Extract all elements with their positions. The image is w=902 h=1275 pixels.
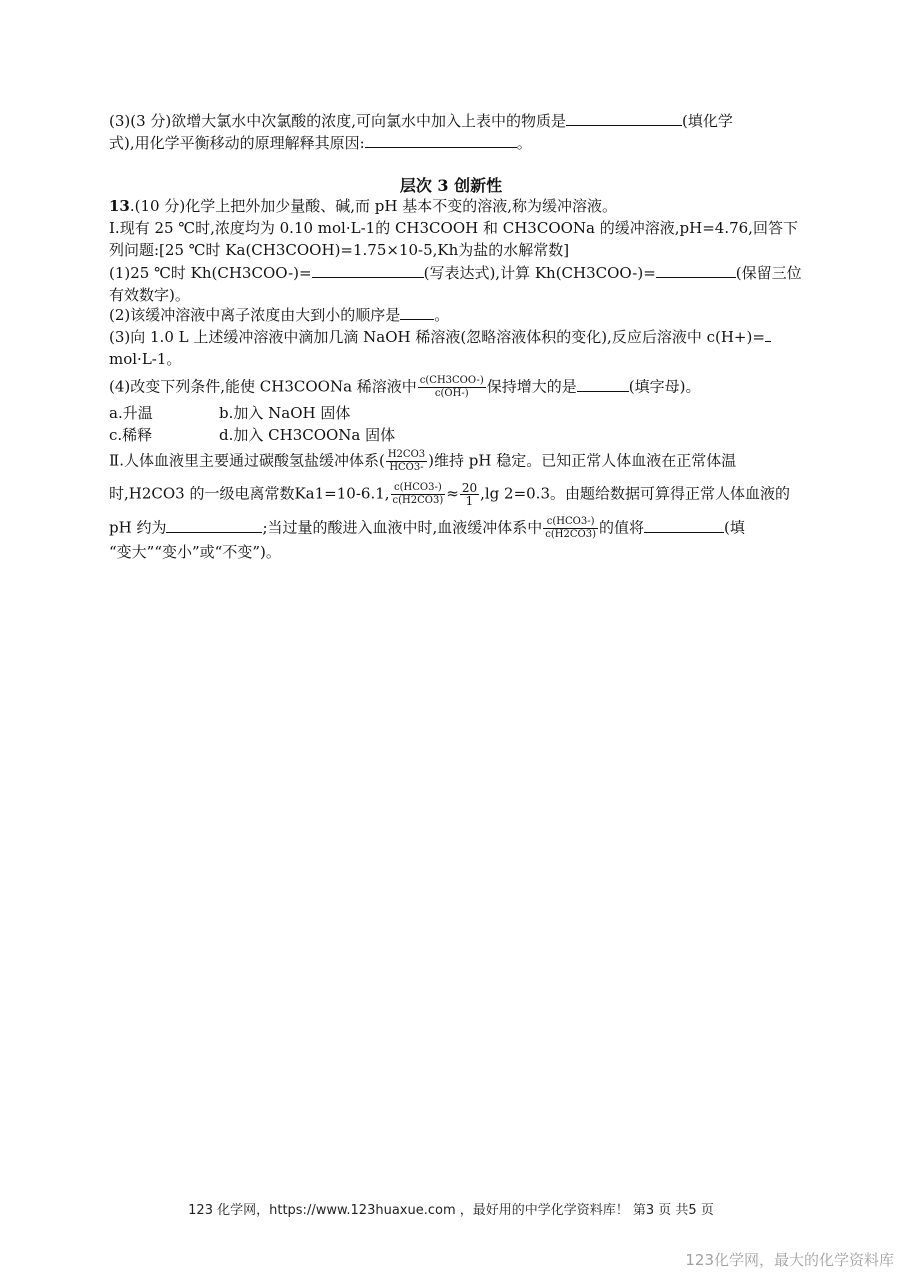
q3-text-a: (3)(3 分)欲增大氯水中次氯酸的浓度,可向氯水中加入上表中的物质是 bbox=[109, 112, 567, 130]
page-footer: 123 化学网，https://www.123huaxue.com ，最好用的中学化学资料库！ 第3 页 共5 页 bbox=[188, 1203, 714, 1218]
answer-blank[interactable] bbox=[365, 133, 517, 148]
part2-text-e: pH 约为 bbox=[109, 518, 167, 537]
part2-text-b: )维持 pH 稳定。已知正常人体血液在正常体温 bbox=[428, 451, 737, 470]
answer-blank[interactable] bbox=[166, 518, 262, 533]
options-row-2 bbox=[109, 425, 395, 445]
option-a[interactable]: a.升温 bbox=[109, 404, 153, 422]
sub2-text-b: 。 bbox=[434, 306, 450, 324]
q3-line-2 bbox=[109, 133, 532, 153]
q3-text-b: (填化学 bbox=[682, 112, 733, 130]
answer-blank[interactable] bbox=[644, 518, 724, 533]
part2-text-g: 的值将 bbox=[598, 518, 644, 537]
fraction-buffer-system: $\frac{H2CO3}{\text{HCO3-}}$ bbox=[387, 449, 426, 473]
q13-part2-line1 bbox=[109, 449, 736, 474]
part2-text-h: (填 bbox=[724, 518, 745, 537]
part2-text-d: ,lg 2=0.3。由题给数据可算得正常人体血液的 bbox=[480, 484, 790, 503]
option-d[interactable]: d.加入 CH3COONa 固体 bbox=[219, 426, 396, 444]
q13-intro-text: .(10 分)化学上把外加少量酸、碱,而 pH 基本不变的溶液,称为缓冲溶液。 bbox=[129, 197, 617, 215]
answer-blank[interactable] bbox=[577, 377, 629, 392]
q13-sub3 bbox=[109, 327, 771, 347]
q13-part1-line2: 列问题:[25 ℃时 Ka(CH3COOH)=1.75×10-5,Kh为盐的水解常数] bbox=[109, 241, 570, 259]
q13-sub3-line2: mol·L-1。 bbox=[109, 350, 182, 368]
part2-text-f: ;当过量的酸进入血液中时,血液缓冲体系中 bbox=[262, 518, 543, 537]
answer-blank[interactable] bbox=[400, 305, 434, 320]
fraction-twenty-over-one: $\frac{20}{1}$ bbox=[461, 481, 478, 508]
sub4-text-c: (填字母)。 bbox=[628, 377, 701, 396]
watermark: 123化学网，最大的化学资料库 bbox=[685, 1251, 894, 1269]
options-row-1 bbox=[109, 403, 350, 423]
sub1-text-c: (保留三位 bbox=[735, 264, 802, 282]
sub1-text-a: (1)25 ℃时 Kh(CH3COO-)= bbox=[109, 264, 312, 282]
sub4-text-b: 保持增大的是 bbox=[486, 377, 577, 396]
part2-text-c: 时,H2CO3 的一级电离常数Ka1=10-6.1, bbox=[109, 484, 390, 503]
sub4-text-a: (4)改变下列条件,能使 CH3COONa 稀溶液中 bbox=[109, 377, 417, 396]
option-b[interactable]: b.加入 NaOH 固体 bbox=[219, 404, 351, 422]
q13-sub4 bbox=[109, 375, 700, 400]
q13-sub1 bbox=[109, 263, 802, 283]
q13-part2-line2 bbox=[109, 482, 790, 507]
section-heading: 层次 3 创新性 bbox=[399, 176, 503, 195]
q13-intro bbox=[109, 196, 617, 216]
q13-part2-line3 bbox=[109, 516, 745, 541]
q13-sub2 bbox=[109, 305, 449, 325]
sub2-text-a: (2)该缓冲溶液中离子浓度由大到小的顺序是 bbox=[109, 306, 401, 324]
q3-text-c: 式),用化学平衡移动的原理解释其原因: bbox=[109, 134, 365, 152]
answer-blank[interactable] bbox=[566, 111, 682, 126]
answer-blank[interactable] bbox=[312, 263, 424, 278]
answer-blank[interactable] bbox=[656, 263, 736, 278]
part2-text-a: Ⅱ.人体血液里主要通过碳酸氢盐缓冲体系( bbox=[109, 451, 385, 470]
sub1-text-b: (写表达式),计算 Kh(CH3COO-)= bbox=[423, 264, 656, 282]
fraction-bicarbonate-ratio-2: $\frac{\text{c(HCO3-)}}{c(H2CO3)}$ bbox=[545, 516, 596, 540]
sub3-text-a: (3)向 1.0 L 上述缓冲溶液中滴加几滴 NaOH 稀溶液(忽略溶液体积的变化),反应后溶液中 c(H+)= bbox=[109, 328, 765, 346]
q13-sub1-line2: 有效数字)。 bbox=[109, 286, 190, 304]
q13-part1-line1: Ⅰ.现有 25 ℃时,浓度均为 0.10 mol·L-1的 CH3COOH 和 CH3COONa 的缓冲溶液,pH=4.76,回答下 bbox=[109, 219, 798, 237]
q3-line-1 bbox=[109, 111, 733, 131]
fraction-acetate-over-hydroxide: $\frac{\text{c(CH3COO-)}}{c(OH-)}$ bbox=[419, 375, 484, 399]
answer-blank[interactable] bbox=[765, 327, 771, 342]
q13-number: 13 bbox=[109, 197, 130, 215]
fraction-bicarbonate-ratio: $\frac{\text{c(HCO3-)}}{c(H2CO3)}$ bbox=[392, 482, 444, 506]
option-c[interactable]: c.稀释 bbox=[109, 426, 153, 444]
approx-symbol: ≈ bbox=[446, 484, 459, 503]
q3-text-d: 。 bbox=[516, 134, 532, 152]
q13-part2-line4: “变大”“变小”或“不变”)。 bbox=[109, 543, 281, 561]
